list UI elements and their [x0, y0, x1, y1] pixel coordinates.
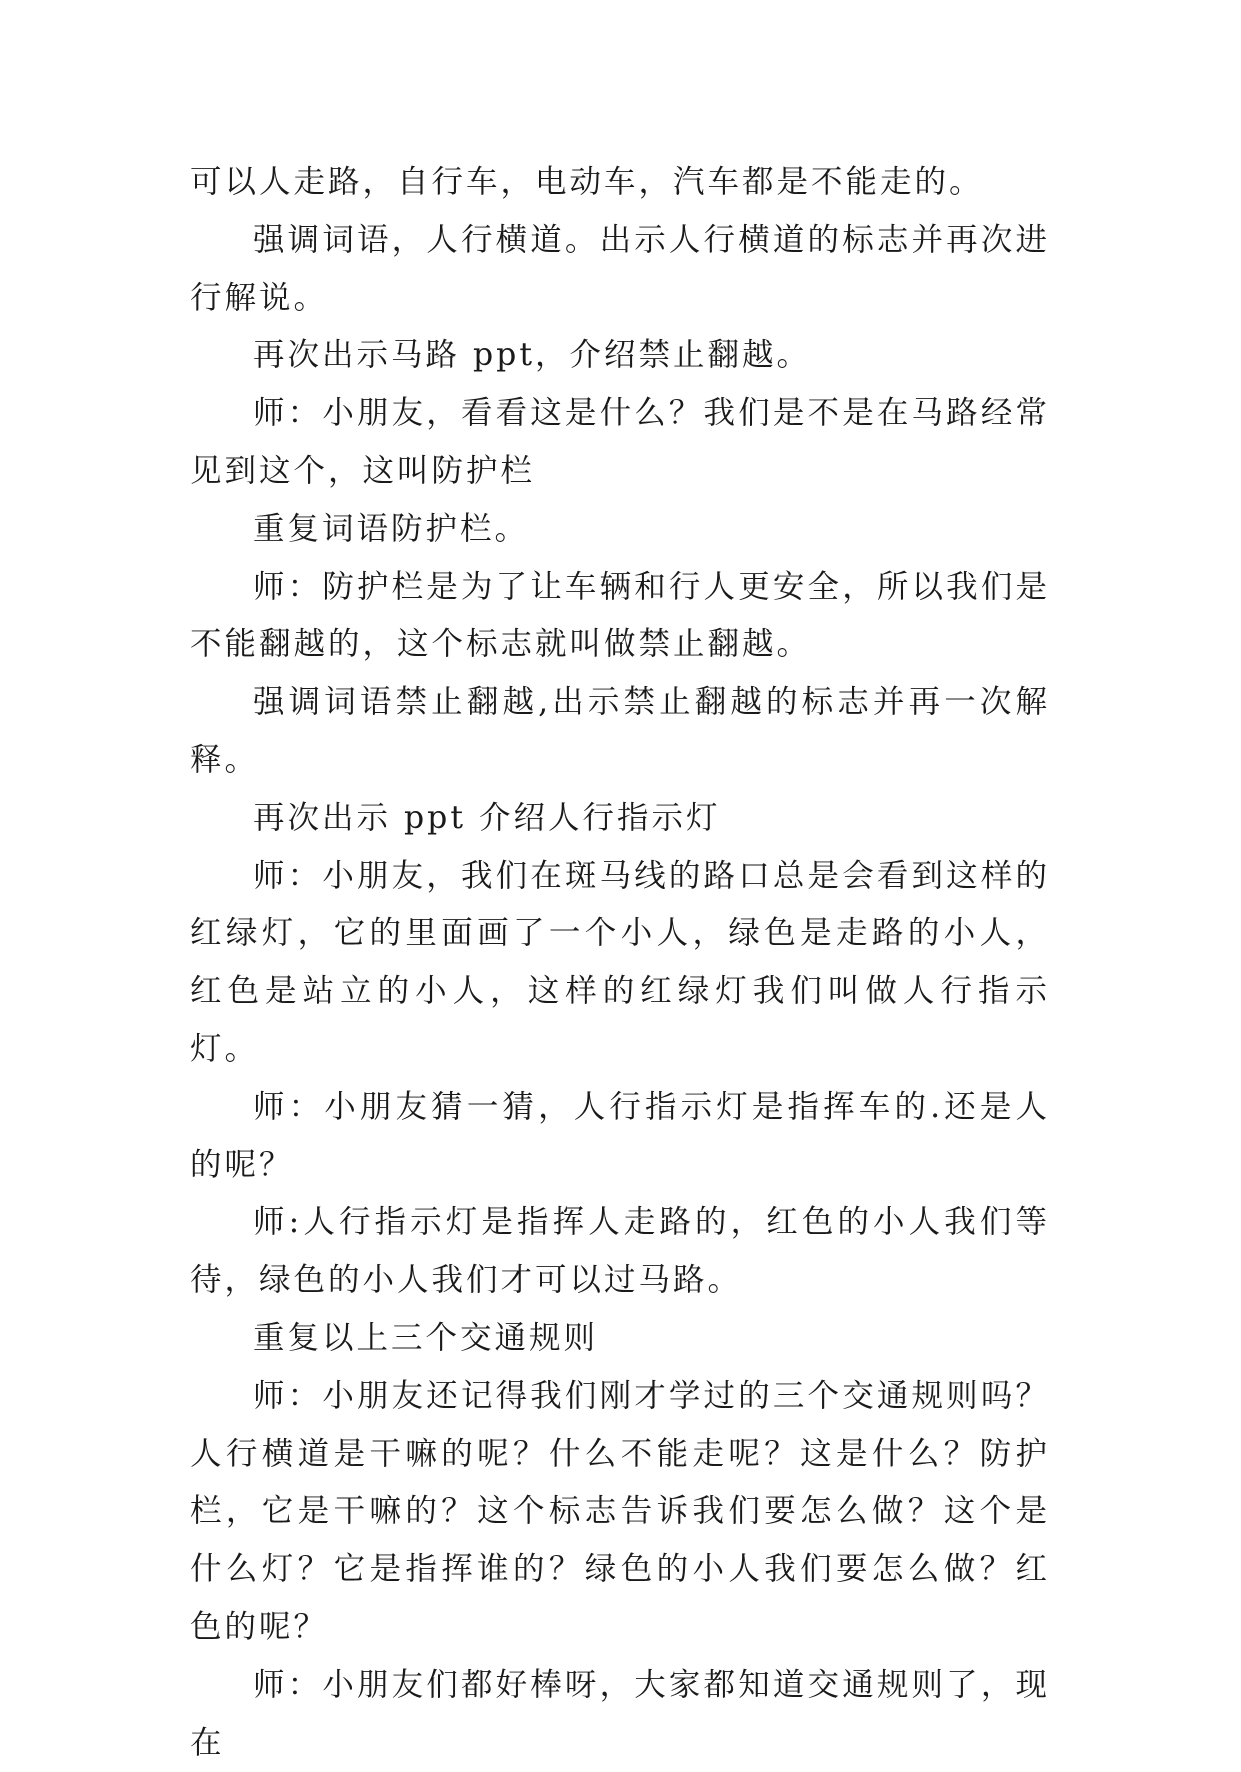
paragraph: 再次出示 ppt 介绍人行指示灯 — [253, 799, 721, 836]
paragraph: 师：小朋友猜一猜，人行指示灯是指挥车的.还是人的呢？ — [190, 1088, 1050, 1183]
paragraph: 再次出示马路 ppt，介绍禁止翻越。 — [253, 337, 812, 374]
paragraph: 师：小朋友，看看这是什么？我们是不是在马路经常见到这个，这叫防护栏 — [190, 395, 1050, 489]
paragraph: 师：小朋友，我们在斑马线的路口总是会看到这样的红绿灯，它的里面画了一个小人，绿色是走路的小人，红色是站立的小人，这样的红绿灯我们叫做人行指示灯。 — [190, 857, 1050, 1067]
paragraph: 师：小朋友还记得我们刚才学过的三个交通规则吗？人行横道是干嘛的呢？什么不能走呢？这是什么？防护栏，它是干嘛的？这个标志告诉我们要怎么做？这个是什么灯？它是指挥谁的？绿色的小人我们要怎么做？红色的呢？ — [190, 1377, 1050, 1645]
paragraph: 重复以上三个交通规则 — [253, 1319, 599, 1356]
paragraph: 师：防护栏是为了让车辆和行人更安全，所以我们是不能翻越的，这个标志就叫做禁止翻越。 — [190, 568, 1050, 663]
paragraph: 强调词语，人行横道。出示人行横道的标志并再次进行解说。 — [190, 221, 1050, 316]
paragraph: 强调词语禁止翻越,出示禁止翻越的标志并再一次解释。 — [190, 684, 1050, 778]
body-text — [190, 154, 1050, 1772]
paragraph: 师：小朋友们都好棒呀，大家都知道交通规则了，现在 — [190, 1666, 1050, 1761]
paragraph: 可以人走路，自行车，电动车，汽车都是不能走的。 — [190, 164, 984, 200]
paragraph: 师:人行指示灯是指挥人走路的，红色的小人我们等待，绿色的小人我们才可以过马路。 — [190, 1204, 1050, 1299]
paragraph: 重复词语防护栏。 — [253, 510, 530, 547]
